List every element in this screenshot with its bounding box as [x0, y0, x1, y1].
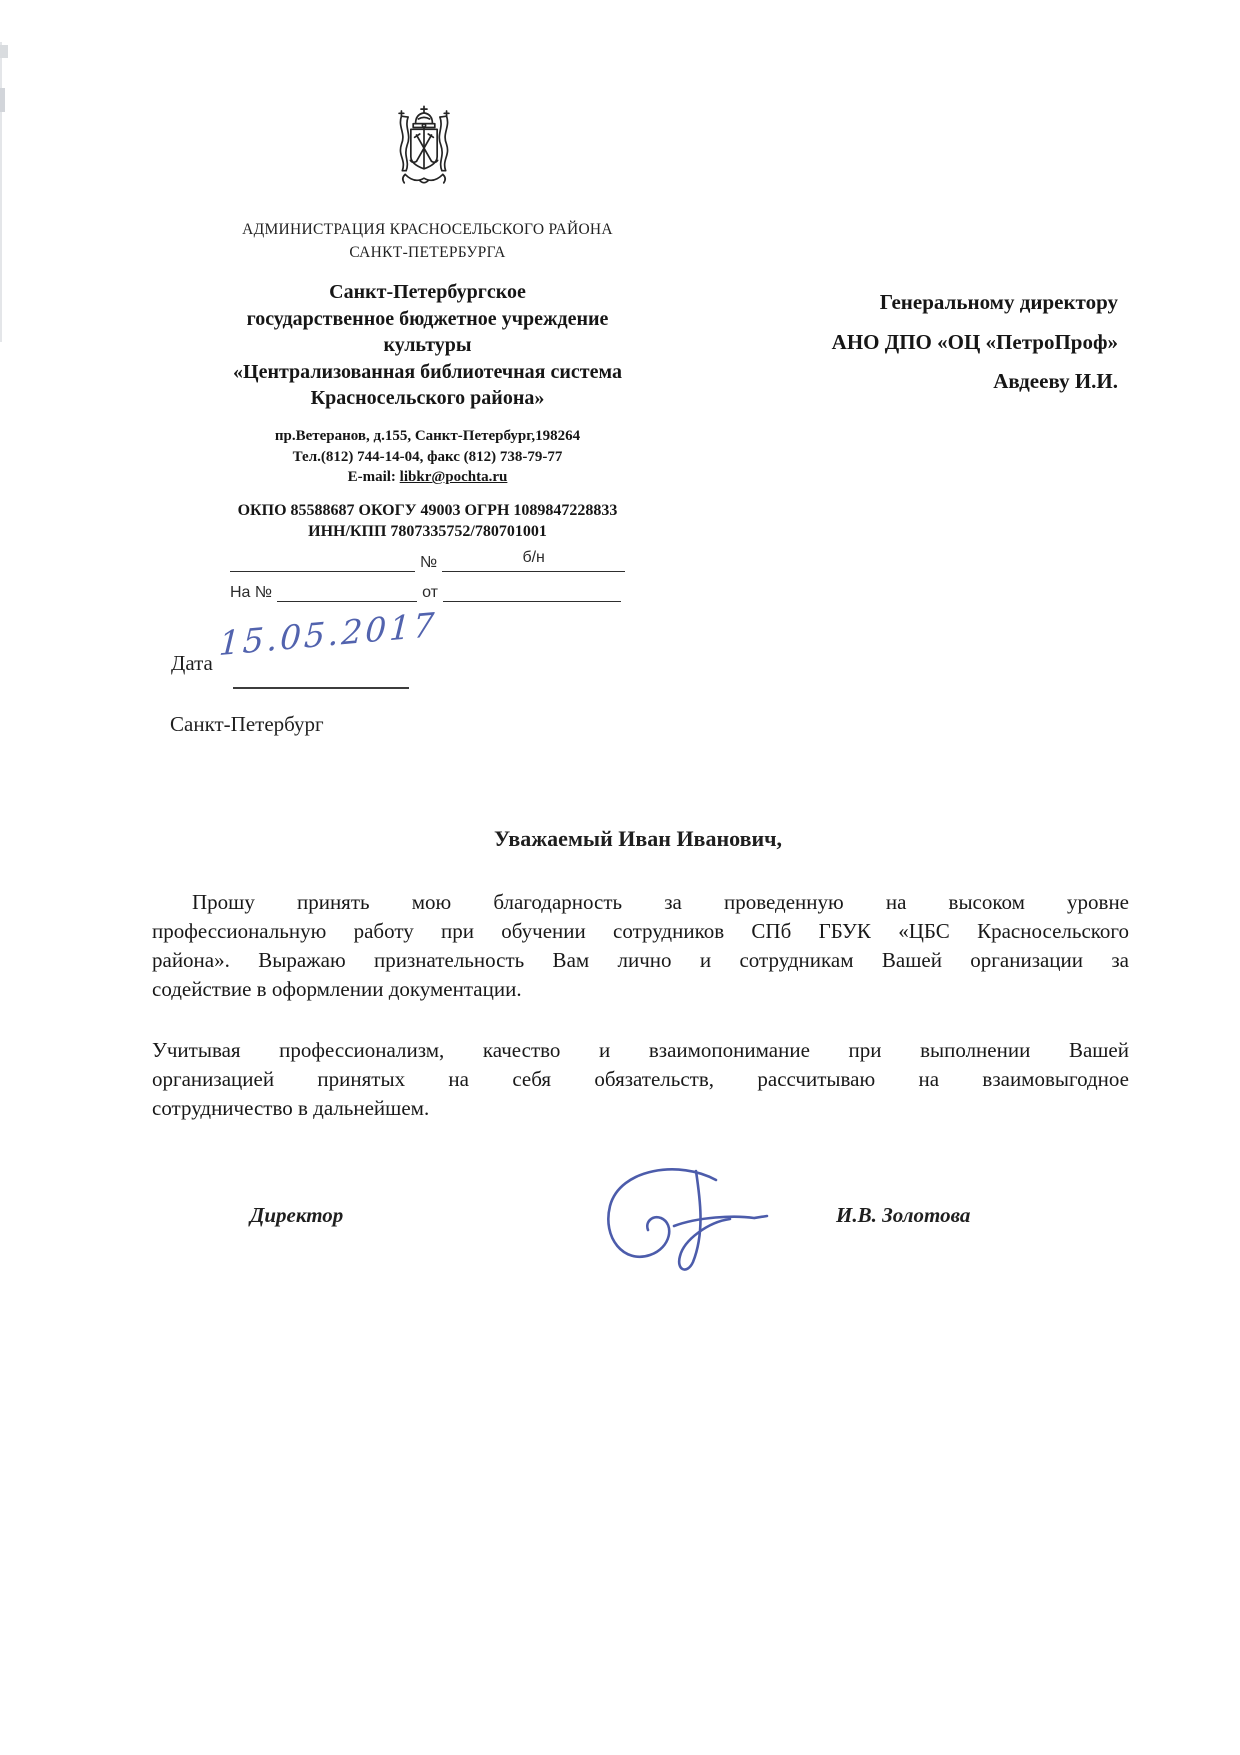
body-paragraph-2 — [152, 1036, 1129, 1123]
city-label: Санкт-Петербург — [170, 712, 324, 736]
body-line: Прошу принять мою благодарность за проведенную на высоком уровне — [192, 890, 1129, 914]
addressee-name: Авдееву И.И. — [993, 369, 1118, 393]
org-codes-line: ИНН/КПП 7807335752/780701001 — [308, 523, 547, 540]
ref-number-row — [230, 549, 632, 572]
administration-line: АДМИНИСТРАЦИЯ КРАСНОСЕЛЬСКОГО РАЙОНА — [242, 221, 613, 238]
org-name-line: Красносельского района» — [310, 387, 545, 409]
org-address: пр.Ветеранов, д.155, Санкт-Петербург,198264 — [274, 428, 581, 444]
email-address: libkr@pochta.ru — [399, 469, 508, 485]
scan-artifact — [0, 88, 5, 112]
number-sign-label: № — [420, 554, 438, 571]
org-name-line: культуры — [383, 334, 472, 356]
addressee-position: Генеральному директору — [879, 290, 1118, 314]
addressee-block — [832, 283, 1118, 402]
org-email-row — [155, 467, 700, 488]
reply-number-blank — [277, 579, 417, 602]
org-name-line: государственное бюджетное учреждение — [246, 307, 609, 330]
signature-name: И.В. Золотова — [836, 1203, 971, 1227]
body-line: сотрудничество в дальнейшем. — [152, 1096, 430, 1120]
body-paragraph-1 — [152, 888, 1129, 1004]
administration-line: САНКТ-ПЕТЕРБУРГА — [349, 244, 506, 261]
body-line: организацией принятых на себя обязательств, рассчитываю на взаимовыгодное — [152, 1067, 1129, 1091]
date-underline — [233, 666, 409, 689]
scan-edge-artifact — [0, 42, 2, 342]
signature-title: Директор — [250, 1203, 344, 1227]
handwritten-signature — [558, 1158, 776, 1276]
organization-name — [155, 279, 700, 412]
org-name-line: Санкт-Петербургское — [329, 281, 526, 303]
org-phone: Тел.(812) 744-14-04, факс (812) 738-79-77 — [292, 448, 563, 465]
body-line: содействие в оформлении документации. — [152, 977, 522, 1001]
reply-date-blank — [443, 579, 621, 602]
reply-number-label: На № — [230, 584, 273, 601]
handwritten-date: 15.05.2017 — [217, 604, 439, 664]
scan-artifact — [0, 45, 8, 58]
org-codes — [155, 500, 700, 542]
body-line: Учитывая профессионализм, качество и взаимопонимание при выполнении Вашей — [152, 1038, 1129, 1062]
ref-number-value: б/н — [442, 549, 625, 572]
body-line: профессиональную работу при обучении сотрудников СПб ГБУК «ЦБС Красносельского — [152, 919, 1129, 943]
body-line: района». Выражаю признательность Вам лично и сотрудникам Вашей организации за — [152, 948, 1129, 972]
org-contacts — [155, 426, 700, 488]
administration-name — [155, 218, 700, 264]
email-label: E-mail: — [347, 469, 396, 485]
reference-block — [230, 549, 632, 609]
addressee-organization: АНО ДПО «ОЦ «ПетроПроф» — [831, 329, 1118, 354]
ref-reply-row — [230, 579, 632, 602]
org-codes-line: ОКПО 85588687 ОКОГУ 49003 ОГРН 1089847228833 — [237, 502, 618, 519]
date-label: Дата — [171, 651, 213, 675]
org-name-line: «Централизованная библиотечная система — [233, 360, 622, 383]
from-label: от — [422, 584, 438, 601]
saint-petersburg-coat-of-arms-icon — [377, 104, 471, 196]
salutation: Уважаемый Иван Иванович, — [494, 826, 783, 851]
ref-number-blank — [230, 549, 415, 572]
